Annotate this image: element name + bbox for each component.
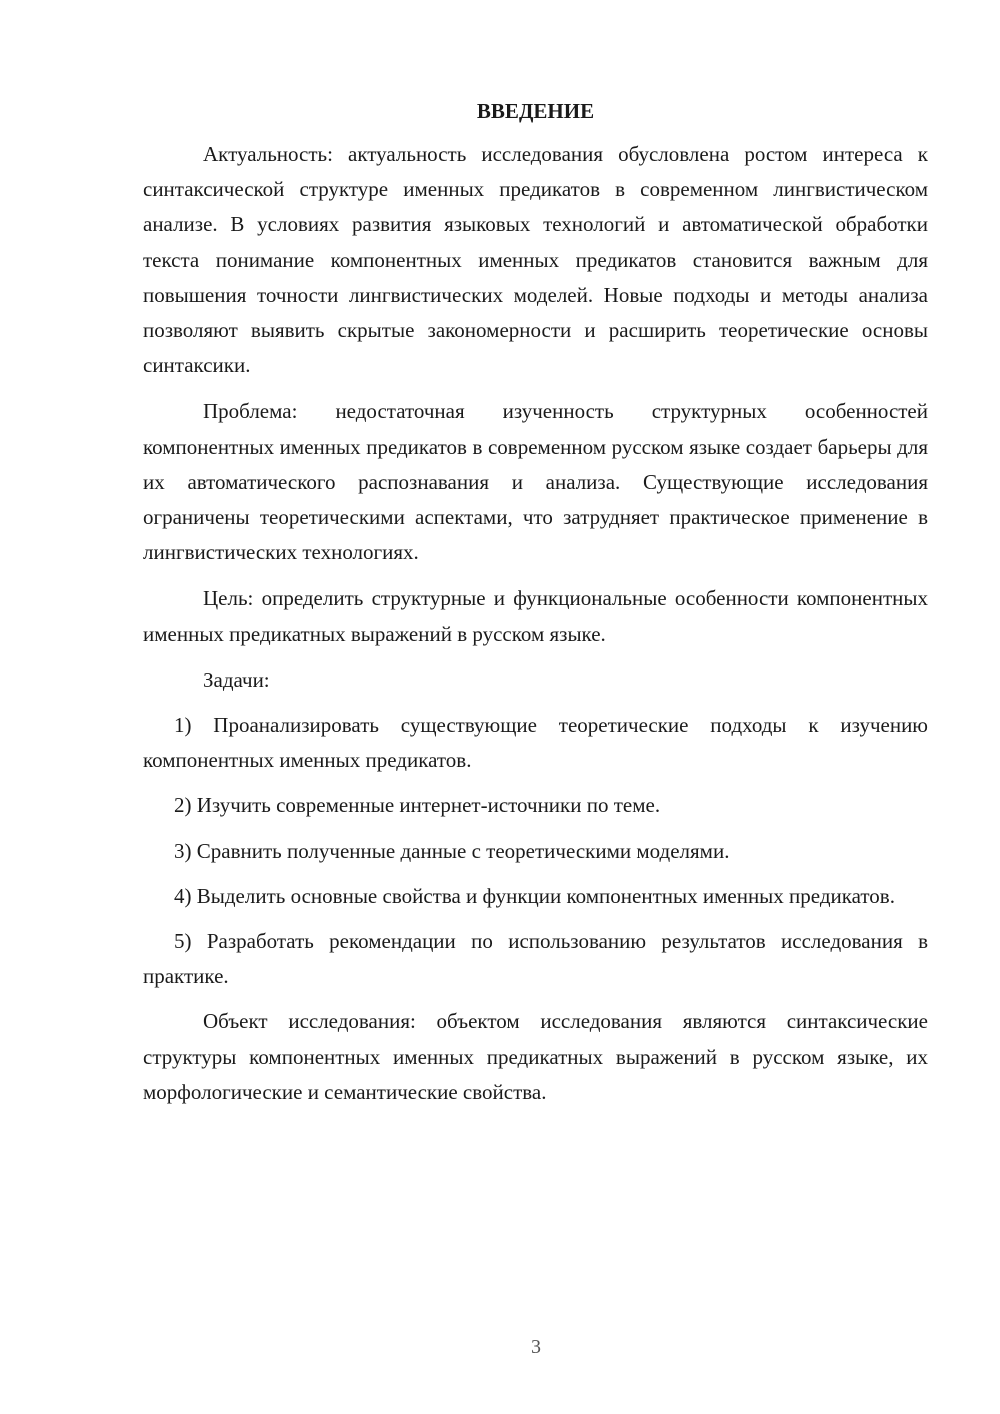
task-item-3: 3) Сравнить полученные данные с теоретическими моделями. (174, 838, 730, 863)
task-item-2: 2) Изучить современные интернет-источники по теме. (174, 793, 661, 818)
paragraph-object: Объект исследования: объектом исследования являются синтаксические структуры компонентных именных предикатных выражений в русском языке, их морфологические и семантические свойства. (143, 1009, 928, 1104)
task-item-4: 4) Выделить основные свойства и функции компонентных именных предикатов. (174, 883, 895, 908)
task-item-5: 5) Разработать рекомендации по использованию результатов исследования в практике. (143, 929, 928, 989)
page-number: 3 (531, 1336, 541, 1358)
paragraph-problem: Проблема: недостаточная изученность структурных особенностей компонентных именных предикатов в современном русском языке создает барьеры для их автоматического распознавания и анализа. Существующие исследования ограничены теоретическими аспектами, что затрудняет практическое применение в лингвистических технологиях. (143, 399, 928, 565)
task-item-1: 1) Проанализировать существующие теоретические подходы к изучению компонентных именных предикатов. (143, 713, 928, 773)
page-content (143, 94, 928, 1110)
paragraph-goal: Цель: определить структурные и функциональные особенности компонентных именных предикатных выражений в русском языке. (143, 586, 928, 646)
paragraph-relevance: Актуальность: актуальность исследования обусловлена ростом интереса к синтаксической структуре именных предикатов в современном лингвистическом анализе. В условиях развития языковых технологий и автоматической обработки текста понимание компонентных именных предикатов становится важным для повышения точности лингвистических моделей. Новые подходы и методы анализа позволяют выявить скрытые закономерности и расширить теоретические основы синтаксики. (143, 142, 928, 378)
section-title: ВВЕДЕНИЕ (476, 99, 595, 123)
tasks-heading: Задачи: (203, 667, 270, 692)
